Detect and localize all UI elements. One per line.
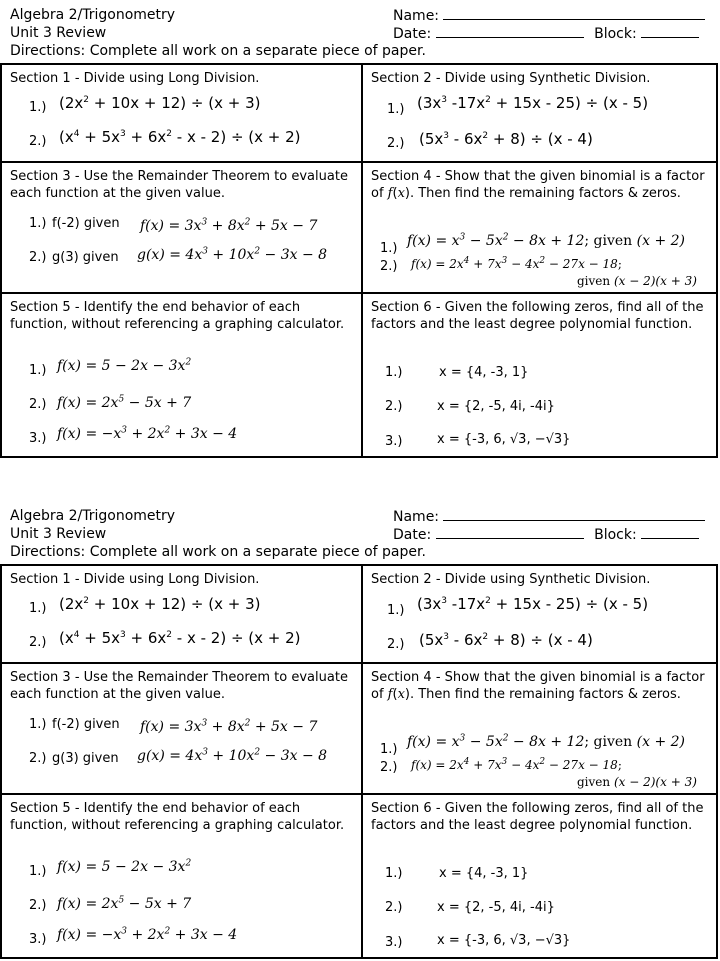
item-number: 1.) — [29, 363, 47, 378]
item-number: 2.) — [380, 760, 398, 775]
name-label: Name: — [393, 509, 440, 525]
section-3-title: Section 3 - Use the Remainder Theorem to evaluate each function at the given value. — [10, 670, 348, 702]
item-number: 1.) — [380, 241, 398, 256]
end-behavior-function-2: $f(x) = 2x^5 - 5x + 7$ — [57, 394, 192, 411]
evaluate-value: f(-2) given — [52, 717, 120, 732]
end-behavior-function-2: $f(x) = 2x^5 - 5x + 7$ — [57, 895, 192, 912]
end-behavior-function-1: $f(x) = 5 - 2x - 3x^2$ — [57, 357, 192, 374]
given-binomials: given (x − 2)(x + 3) — [577, 775, 697, 789]
zeros-set-1: x = {4, -3, 1} — [439, 365, 529, 380]
section-2 — [363, 65, 718, 161]
name-field — [393, 507, 705, 526]
item-number: 2.) — [29, 635, 47, 650]
item-number: 2.) — [387, 136, 405, 151]
remainder-function-1: $f(x) = 3x^3 + 8x^2 + 5x - 7$ — [140, 217, 318, 234]
review-sheet-top — [0, 0, 720, 460]
evaluate-value: f(-2) given — [52, 216, 120, 231]
item-number: 1.) — [385, 365, 403, 380]
item-number: 1.) — [380, 742, 398, 757]
long-division-problem-2: $(x^4 + 5x^3 + 6x^2 - x - 2) \div (x + 2)$ — [59, 128, 301, 146]
item-number: 1.) — [29, 216, 47, 231]
item-number: 2.) — [387, 637, 405, 652]
item-number: 2.) — [385, 900, 403, 915]
date-field — [393, 525, 699, 544]
section-3 — [2, 664, 361, 793]
section-6-title: Section 6 - Given the following zeros, find all of the factors and the least degree polynomial function. — [371, 801, 704, 833]
item-number: 1.) — [387, 603, 405, 618]
given-binomials: given (x − 2)(x + 3) — [577, 274, 697, 288]
date-blank — [436, 24, 584, 38]
section-6 — [363, 294, 718, 456]
item-number: 3.) — [385, 935, 403, 950]
item-number: 1.) — [29, 601, 47, 616]
long-division-problem-1: $(2x^2 + 10x + 12) \div (x + 3)$ — [59, 94, 261, 112]
section-4-title: Section 4 - Show that the given binomial is a factor of f(x). Then find the remaining factors & zeros. — [371, 670, 705, 702]
section-4-title: Section 4 - Show that the given binomial is a factor of f(x). Then find the remaining factors & zeros. — [371, 169, 705, 201]
directions: Directions: Complete all work on a separate piece of paper. — [10, 544, 426, 560]
section-1-title: Section 1 - Divide using Long Division. — [10, 572, 260, 587]
item-number: 1.) — [387, 102, 405, 117]
unit-title: Unit 3 Review — [10, 526, 107, 542]
synthetic-division-problem-1: ($3x^3$ $-17x^2 + 15x - 25) \div (x - 5)$ — [417, 595, 649, 613]
item-number: 3.) — [29, 431, 47, 446]
zeros-set-1: x = {4, -3, 1} — [439, 866, 529, 881]
section-2-title: Section 2 - Divide using Synthetic Division. — [371, 572, 651, 587]
section-5 — [2, 795, 361, 957]
item-number: 1.) — [29, 100, 47, 115]
item-number: 3.) — [29, 932, 47, 947]
name-blank — [443, 6, 705, 20]
directions: Directions: Complete all work on a separate piece of paper. — [10, 43, 426, 59]
item-number: 2.) — [380, 259, 398, 274]
evaluate-value: g(3) given — [52, 250, 119, 265]
long-division-problem-2: $(x^4 + 5x^3 + 6x^2 - x - 2) \div (x + 2)$ — [59, 629, 301, 647]
synthetic-division-problem-1: ($3x^3$ $-17x^2 + 15x - 25) \div (x - 5)$ — [417, 94, 649, 112]
evaluate-value: g(3) given — [52, 751, 119, 766]
date-field — [393, 24, 699, 43]
review-sheet-bottom — [0, 501, 720, 961]
factor-function-2: $f(x) = 2x^4 + 7x^3 - 4x^2 - 27x - 18$; — [411, 256, 622, 271]
zeros-set-2: x = {2, -5, 4i, -4i} — [437, 900, 555, 915]
end-behavior-function-3: $f(x) = -x^3 + 2x^2 + 3x - 4$ — [57, 425, 238, 442]
name-label: Name: — [393, 8, 440, 24]
factor-function-2: $f(x) = 2x^4 + 7x^3 - 4x^2 - 27x - 18$; — [411, 757, 622, 772]
end-behavior-function-3: $f(x) = -x^3 + 2x^2 + 3x - 4$ — [57, 926, 238, 943]
synthetic-division-problem-2: $(5x^3 - 6x^2 + 8) \div (x - 4)$ — [419, 631, 593, 649]
item-number: 2.) — [29, 250, 47, 265]
date-label: Date: — [393, 26, 432, 42]
section-2 — [363, 566, 718, 662]
item-number: 2.) — [29, 898, 47, 913]
item-number: 1.) — [385, 866, 403, 881]
section-5-title: Section 5 - Identify the end behavior of each function, without referencing a graphing calculator. — [10, 300, 345, 332]
section-5-title: Section 5 - Identify the end behavior of each function, without referencing a graphing calculator. — [10, 801, 345, 833]
factor-function-1: $f(x) = x^3 - 5x^2 - 8x + 12$; given (x + 2) — [407, 733, 686, 750]
remainder-function-2: $g(x) = 4x^3 + 10x^2 - 3x - 8$ — [137, 246, 328, 263]
section-1-title: Section 1 - Divide using Long Division. — [10, 71, 260, 86]
block-blank — [641, 525, 699, 539]
long-division-problem-1: $(2x^2 + 10x + 12) \div (x + 3)$ — [59, 595, 261, 613]
zeros-set-3: x = {-3, 6, √3, −√3} — [437, 933, 571, 948]
date-blank — [436, 525, 584, 539]
block-label: Block: — [594, 26, 637, 42]
section-4 — [363, 163, 718, 292]
synthetic-division-problem-2: $(5x^3 - 6x^2 + 8) \div (x - 4)$ — [419, 130, 593, 148]
block-blank — [641, 24, 699, 38]
section-5 — [2, 294, 361, 456]
item-number: 2.) — [385, 399, 403, 414]
section-3-title: Section 3 - Use the Remainder Theorem to evaluate each function at the given value. — [10, 169, 348, 201]
course-title: Algebra 2/Trigonometry — [10, 7, 176, 23]
sections-grid — [0, 564, 718, 959]
item-number: 1.) — [29, 864, 47, 879]
sections-grid — [0, 63, 718, 458]
section-2-title: Section 2 - Divide using Synthetic Division. — [371, 71, 651, 86]
factor-function-1: $f(x) = x^3 - 5x^2 - 8x + 12$; given (x + 2) — [407, 232, 686, 249]
date-label: Date: — [393, 527, 432, 543]
zeros-set-3: x = {-3, 6, √3, −√3} — [437, 432, 571, 447]
remainder-function-1: $f(x) = 3x^3 + 8x^2 + 5x - 7$ — [140, 718, 318, 735]
section-1 — [2, 65, 361, 161]
item-number: 3.) — [385, 434, 403, 449]
end-behavior-function-1: $f(x) = 5 - 2x - 3x^2$ — [57, 858, 192, 875]
block-label: Block: — [594, 527, 637, 543]
section-1 — [2, 566, 361, 662]
name-field — [393, 6, 705, 25]
section-6-title: Section 6 - Given the following zeros, find all of the factors and the least degree polynomial function. — [371, 300, 704, 332]
item-number: 1.) — [29, 717, 47, 732]
item-number: 2.) — [29, 397, 47, 412]
section-6 — [363, 795, 718, 957]
section-4 — [363, 664, 718, 793]
zeros-set-2: x = {2, -5, 4i, -4i} — [437, 399, 555, 414]
item-number: 2.) — [29, 751, 47, 766]
unit-title: Unit 3 Review — [10, 25, 107, 41]
course-title: Algebra 2/Trigonometry — [10, 508, 176, 524]
remainder-function-2: $g(x) = 4x^3 + 10x^2 - 3x - 8$ — [137, 747, 328, 764]
section-3 — [2, 163, 361, 292]
name-blank — [443, 507, 705, 521]
item-number: 2.) — [29, 134, 47, 149]
